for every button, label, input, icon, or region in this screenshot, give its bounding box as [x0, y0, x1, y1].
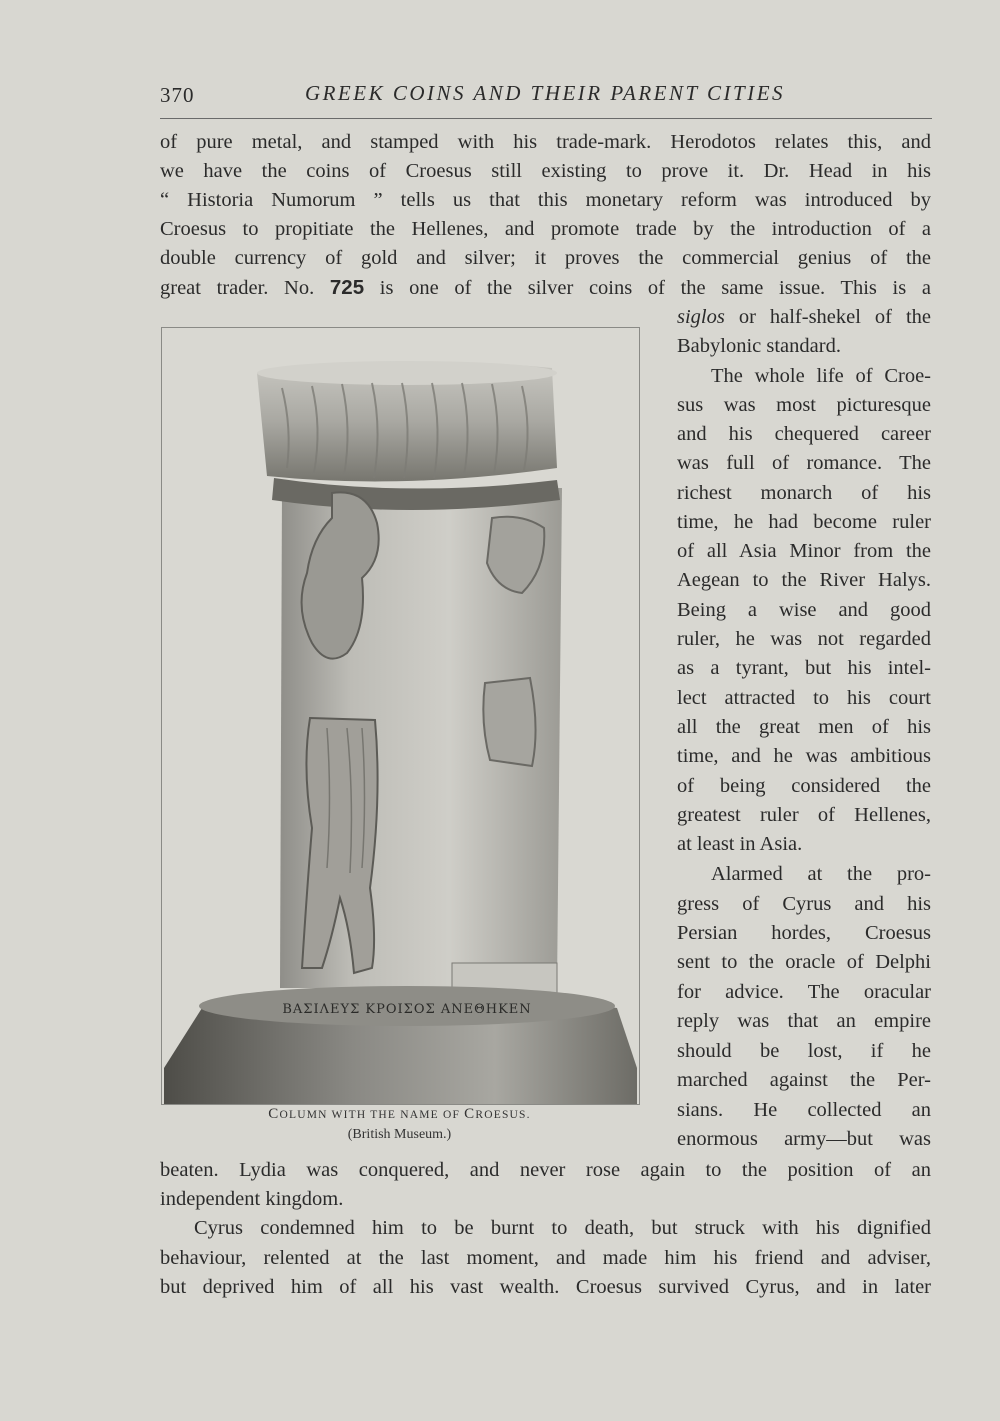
text-segment: or half-shekel of the: [724, 306, 931, 328]
text-line: Alarmed at the pro-: [711, 863, 931, 885]
text-line: Cyrus condemned him to be burnt to death, but struck with his dignified: [194, 1217, 931, 1239]
caption-segment: OLUMN WITH THE NAME OF: [279, 1109, 465, 1121]
coin-number: 725: [329, 276, 365, 299]
text-line: we have the coins of Croesus still existing to prove it. Dr. Head in his: [160, 160, 931, 182]
relief-fragment: [483, 678, 535, 766]
figure-source: (British Museum.): [347, 1127, 452, 1142]
text-line: greatest ruler of Hellenes,: [677, 804, 931, 826]
text-line: time, he had become ruler: [677, 511, 931, 533]
text-line: enormous army—but was: [677, 1128, 931, 1150]
page-number: 370: [160, 83, 195, 107]
text-line: [160, 273, 931, 303]
text-line: of pure metal, and stamped with his trade-mark. Herodotos relates this, and: [160, 131, 931, 153]
text-line: [677, 303, 931, 332]
caption-segment: ROESUS.: [475, 1109, 531, 1121]
text-line: as a tyrant, but his intel-: [677, 657, 931, 679]
text-line: double currency of gold and silver; it proves the commercial genius of the: [160, 247, 931, 269]
text-line: beaten. Lydia was conquered, and never rose again to the position of an: [160, 1159, 931, 1181]
text-line: “ Historia Numorum ” tells us that this monetary reform was introduced by: [160, 189, 931, 211]
text-line: lect attracted to his court: [677, 687, 931, 709]
text-line: sians. He collected an: [677, 1099, 931, 1121]
text-line: sent to the oracle of Delphi: [677, 951, 931, 973]
text-line: sus was most picturesque: [677, 394, 931, 416]
text-line: reply was that an empire: [677, 1010, 931, 1032]
text-line: at least in Asia.: [677, 833, 803, 855]
header-rule: [160, 118, 932, 119]
text-line: The whole life of Croe-: [711, 365, 931, 387]
text-line: ruler, he was not regarded: [677, 628, 931, 650]
text-line: was full of romance. The: [677, 452, 931, 474]
figure-caption: [161, 1106, 638, 1123]
text-line: Aegean to the River Halys.: [677, 569, 931, 591]
text-line: independent kingdom.: [160, 1188, 344, 1210]
text-line: of being considered the: [677, 775, 931, 797]
text-line: Persian hordes, Croesus: [677, 922, 931, 944]
text-line: for advice. The oracular: [677, 981, 931, 1003]
text-line: time, and he was ambitious: [677, 745, 931, 767]
text-segment: is one of the silver coins of the same issue. This is a: [364, 277, 931, 299]
text-line: behaviour, relented at the last moment, and made him his friend and adviser,: [160, 1247, 931, 1269]
text-line: Croesus to propitiate the Hellenes, and promote trade by the introduction of a: [160, 218, 931, 240]
text-line: should be lost, if he: [677, 1040, 931, 1062]
running-title: GREEK COINS AND THEIR PARENT CITIES: [304, 81, 786, 105]
italic-term: siglos: [677, 306, 725, 328]
column-inscription: ΒΑΣΙΛΕΥΣ ΚΡΟΙΣΟΣ ΑΝΕΘΗΚΕΝ: [282, 1002, 532, 1017]
caption-segment: C: [268, 1106, 280, 1122]
column-illustration: [162, 328, 639, 1104]
column-photograph: [161, 327, 640, 1105]
caption-segment: C: [464, 1106, 476, 1122]
text-line: but deprived him of all his vast wealth. Croesus survived Cyrus, and in later: [160, 1276, 931, 1298]
text-line: Being a wise and good: [677, 599, 931, 621]
text-line: all the great men of his: [677, 716, 931, 738]
text-line: and his chequered career: [677, 423, 931, 445]
text-line: marched against the Per-: [677, 1069, 931, 1091]
text-line: Babylonic standard.: [677, 335, 841, 357]
text-line: of all Asia Minor from the: [677, 540, 931, 562]
text-line: gress of Cyrus and his: [677, 893, 931, 915]
text-segment: great trader. No.: [160, 277, 330, 299]
text-line: richest monarch of his: [677, 482, 931, 504]
